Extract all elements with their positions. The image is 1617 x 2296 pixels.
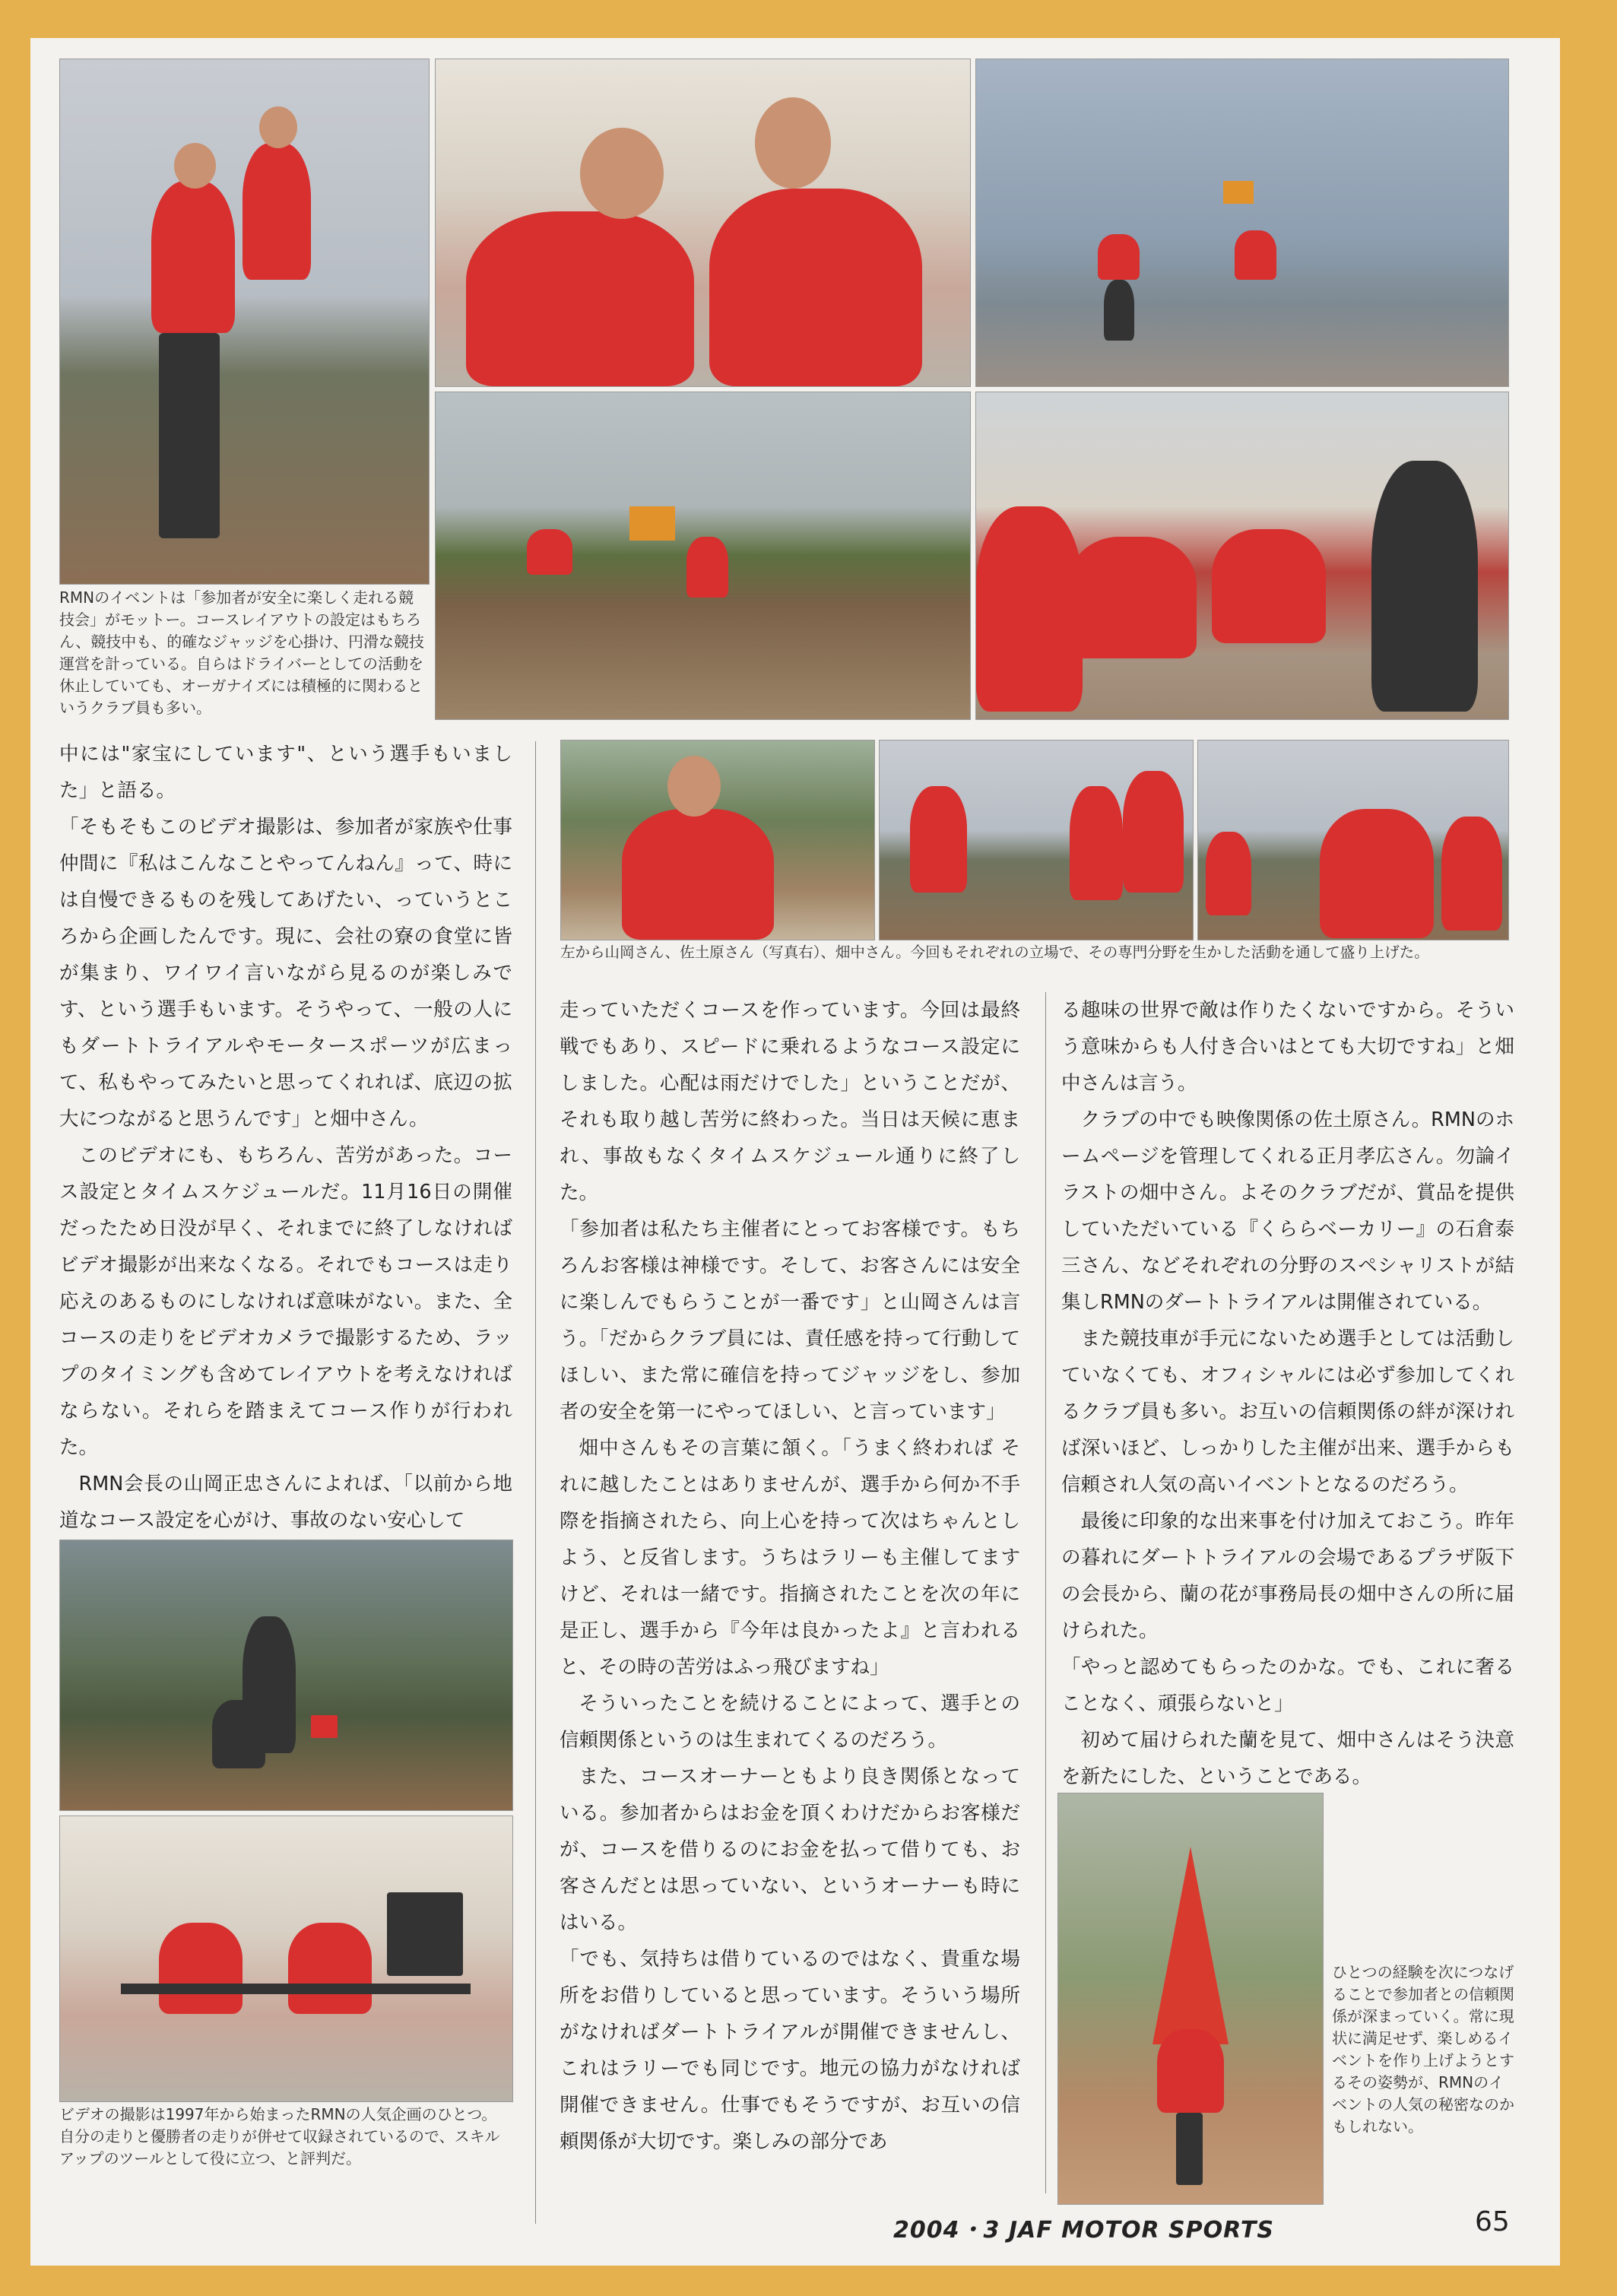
photo-officials-on-hill — [59, 59, 430, 585]
column-1 — [59, 736, 512, 1539]
column-3 — [1061, 992, 1514, 1795]
photo-course-flag — [435, 392, 971, 720]
photo-radio-officials — [435, 59, 971, 387]
col2-para-5: また、コースオーナーともより良き関係となっている。参加者からはお金を頂くわけだからお客様だが、コースを借りるのにお金を払って借りても、お客さんだとは思っていない、というオーナーも時にはいる。 — [560, 1765, 1020, 1934]
caption-middle-photos: 左から山岡さん、佐土原さん（写真右）、畑中さん。今回もそれぞれの立場で、その専門分野を生かした活動を通して盛り上げた。 — [560, 943, 1429, 961]
col3-para-1: る趣味の世界で敵は作りたくないですから。そういう意味からも人付き合いはとても大切ですね」と畑中さんは言う。 — [1061, 999, 1514, 1095]
photo-yamaoka — [560, 740, 875, 940]
col2-para-1: 走っていただくコースを作っています。今回は最終戦でもあり、スピードに乗れるようなコース設定にしました。心配は雨だけでした」ということだが、それも取り越し苦労に終わった。当日は天候に恵まれ、事故もなくタイムスケジュール通りに終了した。 — [560, 999, 1020, 1204]
column-2 — [560, 992, 1020, 2160]
col1-para-3: このビデオにも、もちろん、苦労があった。コース設定とタイムスケジュールだ。11月16日の開催だったため日没が早く、それまでに終了しなければビデオ撮影が出来なくなる。それでもコースは走り応えのあるものにしなければ意味がない。また、全コースの走りをビデオカメラで撮影するため、ラップのタイミングも含めてレイアウトを考えなければならない。それらを踏まえてコース作りが行われた。 — [59, 1144, 512, 1459]
col2-para-6: 「でも、気持ちは借りているのではなく、貴重な場所をお借りしていると思っています。そういう場所がなければダートトライアルが開催できませんし、これはラリーでも同じです。地元の協力がなければ開催できません。仕事でもそうですが、お互いの信頼関係が大切です。楽しみの部分であ — [560, 1948, 1020, 2153]
col1-para-1: 中には"家宝にしています"、という選手もいました」と語る。 — [59, 743, 512, 802]
photo-cone-costume — [1057, 1793, 1324, 2205]
col3-para-6: 初めて届けられた蘭を見て、畑中さんはそう決意を新たにした、ということである。 — [1061, 1729, 1514, 1788]
col2-para-4: そういったことを続けることによって、選手との信頼関係というのは生まれてくるのだろう。 — [560, 1692, 1020, 1752]
column-rule-2 — [1045, 992, 1046, 2193]
col3-para-3: また競技車が手元にないため選手としては活動していなくても、オフィシャルには必ず参加してくれるクラブ員も多い。お互いの信頼関係の絆が深ければ深いほど、しっかりした主催が出来、選手からも信頼され人気の高いイベントとなるのだろう。 — [1061, 1327, 1514, 1496]
caption-video-photos: ビデオの撮影は1997年から始まったRMNの人気企画のひとつ。自分の走りと優勝者の走りが併せて収録されているので、スキルアップのツールとして役に立つ、と評判だ。 — [59, 2105, 500, 2168]
caption-top-photos: RMNのイベントは「参加者が安全に楽しく走れる競技会」がモットー。コースレイアウトの設定はもちろん、競技中も、的確なジャッジを心掛け、円滑な競技運営を計っている。自らはドライバーとしての活動を休止していても、オーガナイズには積極的に関わるというクラブ員も多い。 — [59, 588, 424, 717]
photo-sadohara — [879, 740, 1194, 940]
photo-mountain-flag — [975, 59, 1509, 387]
col2-para-2: 「参加者は私たち主催者にとってお客様です。もちろんお客様は神様です。そして、お客さんには安全に楽しんでもらうことが一番です」と山岡さんは言う。「だからクラブ員には、責任感を持って行動してほしい、また常に確信を持ってジャッジをし、参加者の安全を第一にやってほしい、と言っています」 — [560, 1218, 1020, 1423]
photo-reception-desk — [975, 392, 1509, 720]
magazine-page — [30, 38, 1560, 2266]
col3-para-2: クラブの中でも映像関係の佐土原さん。RMNのホームページを管理してくれる正月孝広さん。勿論イラストの畑中さん。よそのクラブだが、賞品を提供していただいている『くららベーカリー』の石倉泰三さん、などそれぞれの分野のスペシャリストが結集しRMNのダートトライアルは開催されている。 — [1061, 1108, 1514, 1314]
col3-para-4: 最後に印象的な出来事を付け加えておこう。昨年の暮れにダートトライアルの会場であるプラザ阪下の会長から、蘭の花が事務局長の畑中さんの所に届けられた。 — [1061, 1510, 1514, 1642]
photo-video-camera — [59, 1540, 513, 1811]
page-number: 65 — [1475, 2206, 1510, 2237]
col3-para-5: 「やっと認めてもらったのかな。でも、これに奢ることなく、頑張らないと」 — [1061, 1656, 1514, 1715]
photo-video-reception — [59, 1816, 513, 2102]
col2-para-3: 畑中さんもその言葉に頷く。「うまく終われば それに越したことはありませんが、選手から何か不手際を指摘されたら、向上心を持って次はちゃんとしよう、と反省します。うちはラリーも主催してますけど、それは一緒です。指摘されたことを次の年に是正し、選手から『今年は良かったよ』と言われると、その時の苦労はふっ飛びますね」 — [560, 1437, 1020, 1679]
col1-para-2: 「そもそもこのビデオ撮影は、参加者が家族や仕事仲間に『私はこんなことやってんねん』って、時には自慢できるものを残してあげたい、っていうところから企画したんです。現に、会社の寮の食堂に皆が集まり、ワイワイ言いながら見るのが楽しみです、という選手もいます。そうやって、一般の人にもダートトライアルやモータースポーツが広まって、私もやってみたいと思ってくれれば、底辺の拡大につながると思うんです」と畑中さん。 — [59, 816, 512, 1131]
photo-hatanaka — [1197, 740, 1509, 940]
col1-para-4: RMN会長の山岡正忠さんによれば、「以前から地道なコース設定を心がけ、事故のない安心して — [59, 1473, 512, 1532]
column-rule-1 — [535, 741, 536, 2224]
magazine-footer: 2004・3 JAF MOTOR SPORTS — [893, 2217, 1274, 2244]
caption-cone-photo: ひとつの経験を次につなげることで参加者との信頼関係が深まっていく。常に現状に満足せず、楽しめるイベントを作り上げようとするその姿勢が、RMNのイベントの人気の秘密なのかもしれない。 — [1332, 1963, 1514, 2136]
